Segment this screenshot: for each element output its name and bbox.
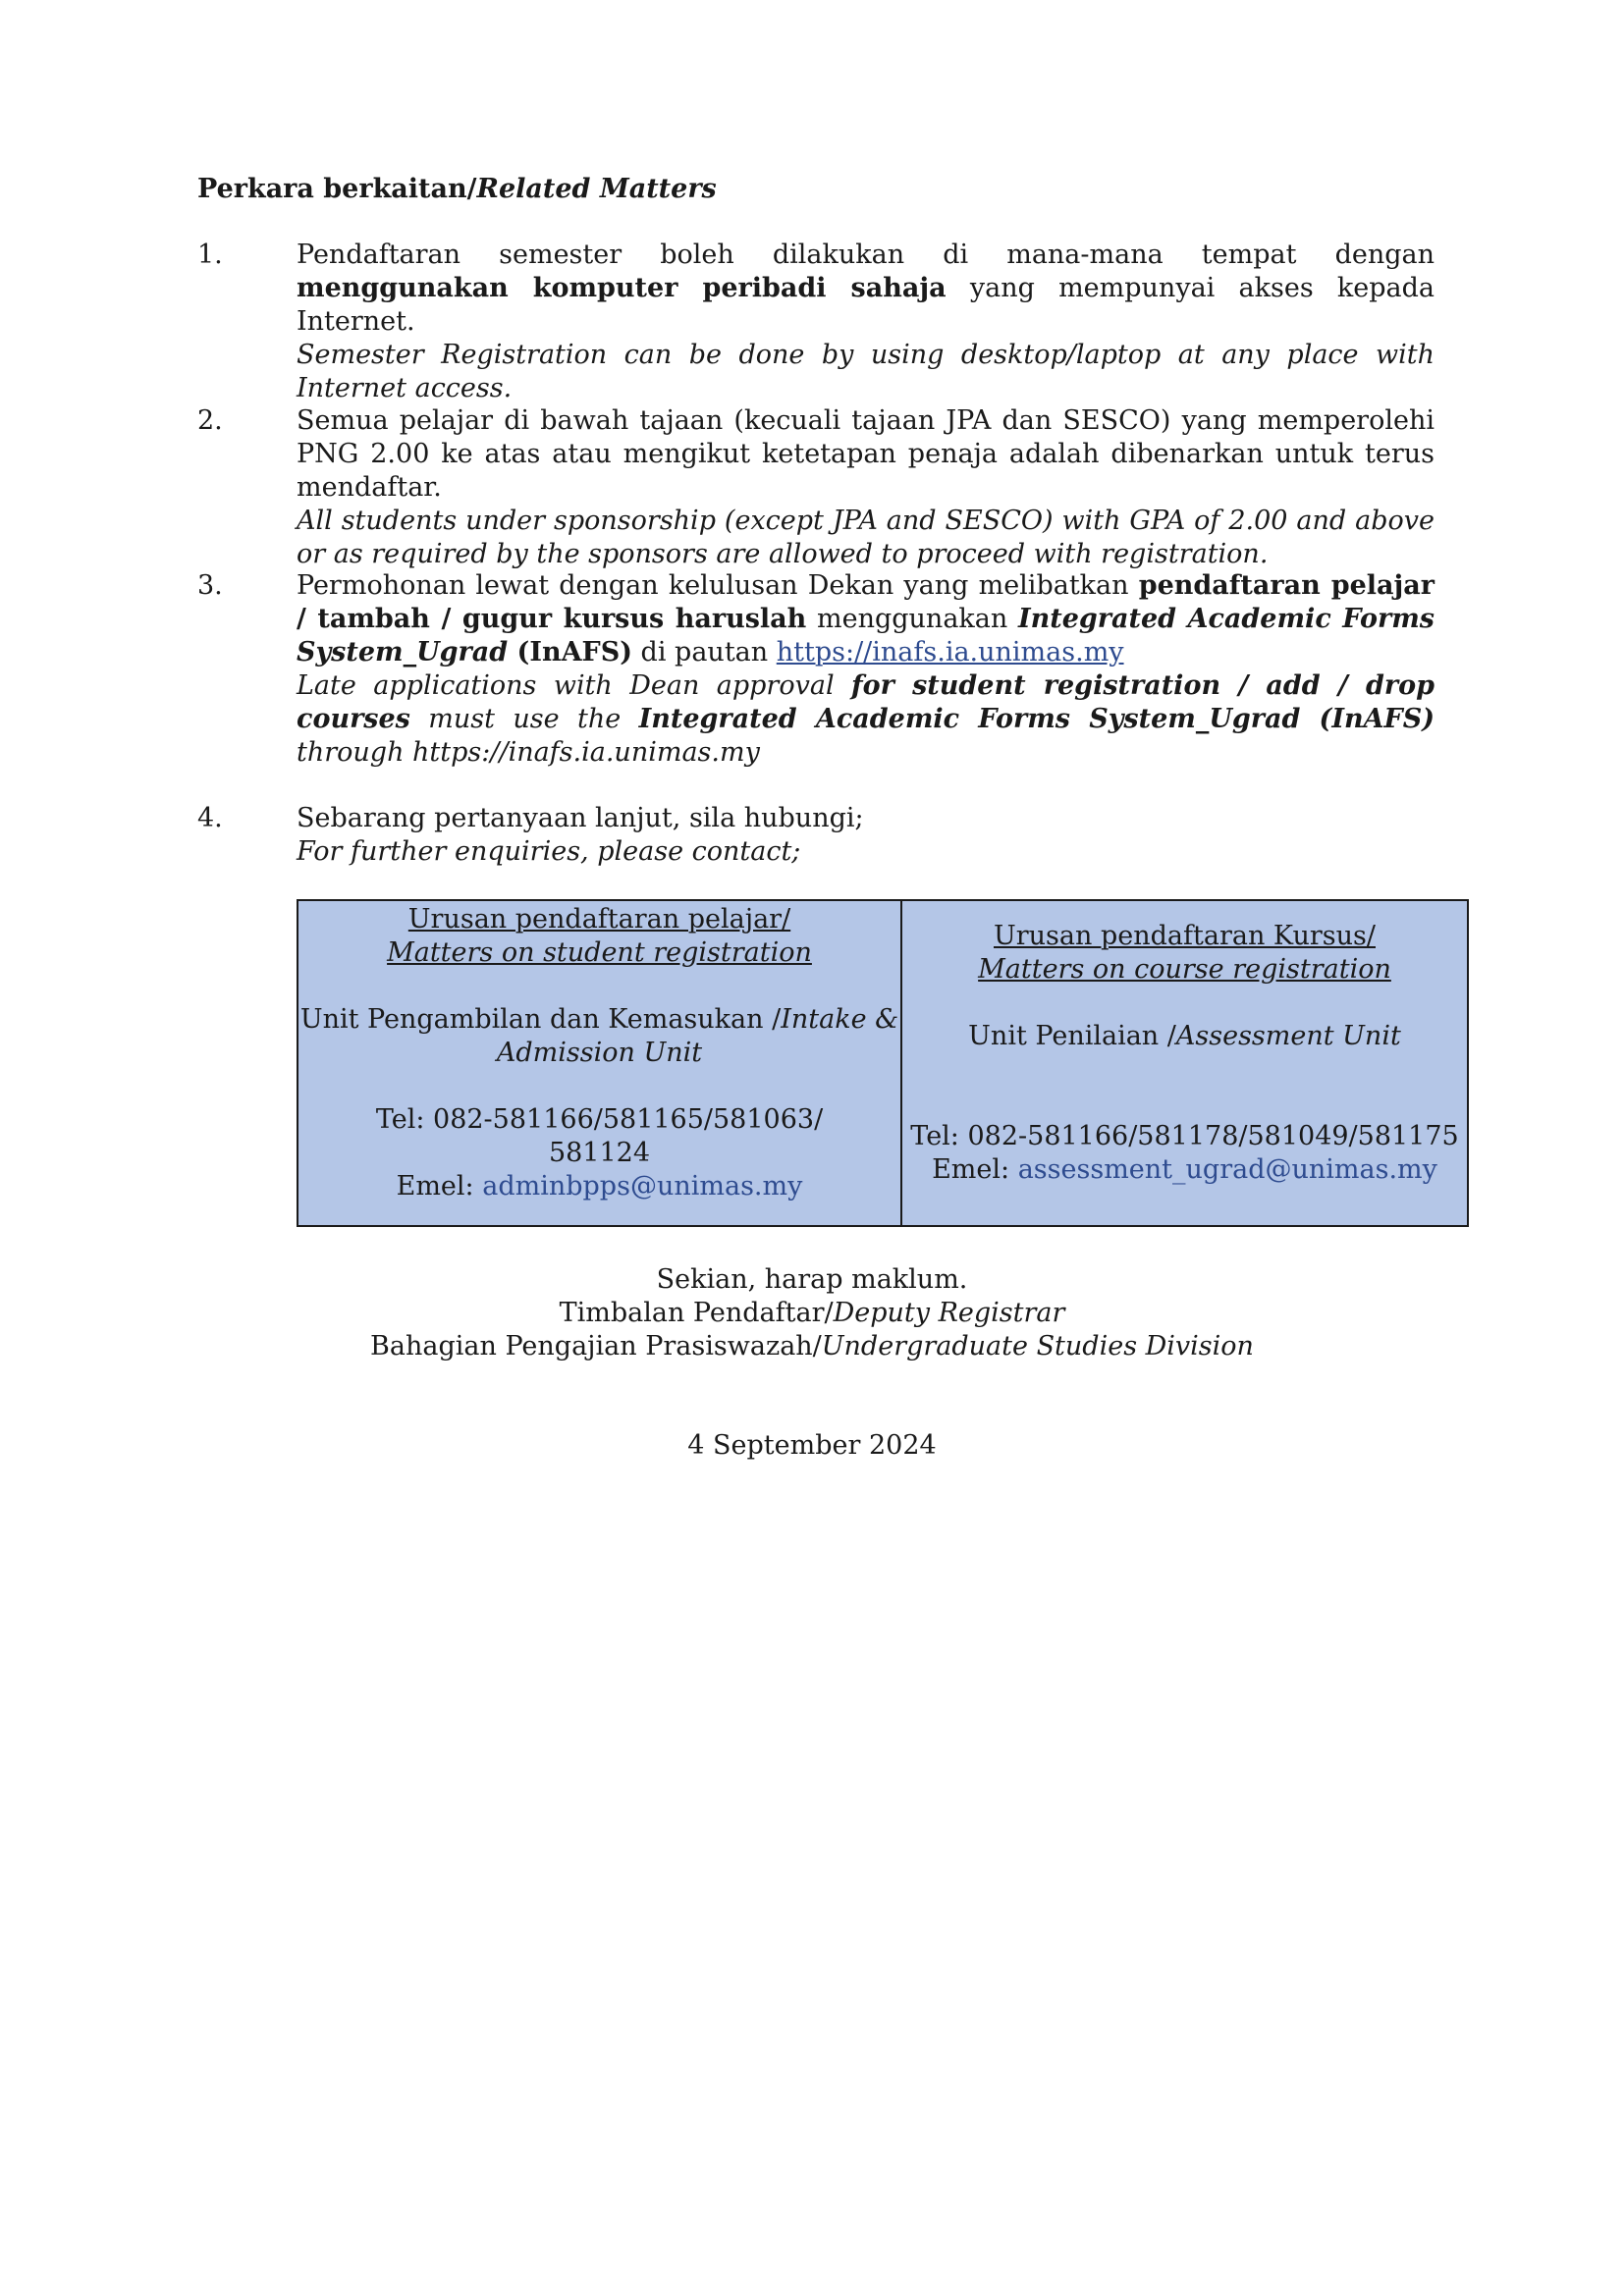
item-body bbox=[297, 569, 1435, 770]
item-text-en: Semester Registration can be done by using desktop/laptop at any place with Internet access. bbox=[297, 340, 1435, 403]
item-text-ms: Semua pelajar di bawah tajaan (kecuali tajaan JPA dan SESCO) yang memperolehi PNG 2.00 ke atas atau mengikut ketetapan penaja adalah dibenarkan untuk terus mendaftar. bbox=[297, 405, 1435, 503]
item-body bbox=[297, 802, 1435, 869]
contact-title-en: Matters on course registration bbox=[978, 954, 1391, 985]
item-text-ms: Permohonan lewat dengan kelulusan Dekan yang melibatkan pendaftaran pelajar / tambah / gugur kursus haruslah menggunakan Integrated Academic Forms System_Ugrad (InAFS) di pautan https://inafs.ia.unimas.my bbox=[297, 570, 1435, 667]
item-number: 3. bbox=[197, 570, 223, 601]
contact-title-ms: Urusan pendaftaran pelajar/ bbox=[407, 904, 791, 934]
contact-title-en: Matters on student registration bbox=[387, 937, 812, 968]
contact-table bbox=[297, 899, 1469, 1227]
contact-cell-course-registration bbox=[902, 901, 1467, 1225]
document-date: 4 September 2024 bbox=[687, 1430, 937, 1461]
contact-unit: Unit Penilaian /Assessment Unit bbox=[968, 1021, 1401, 1051]
item-number: 1. bbox=[197, 240, 223, 270]
section-heading bbox=[197, 173, 717, 206]
item-text-en: All students under sponsorship (except JPA and SESCO) with GPA of 2.00 and above or as required by the sponsors are allowed to proceed with registration. bbox=[297, 506, 1435, 569]
closing-line: Sekian, harap maklum. bbox=[656, 1264, 968, 1295]
item-body bbox=[297, 404, 1435, 571]
item-body bbox=[297, 239, 1435, 405]
signatory-title: Timbalan Pendaftar/Deputy Registrar bbox=[559, 1298, 1065, 1328]
inafs-link[interactable]: https://inafs.ia.unimas.my bbox=[776, 637, 1124, 667]
item-number: 2. bbox=[197, 405, 223, 436]
contact-cell-student-registration bbox=[298, 901, 902, 1225]
contact-email-line: Emel: adminbpps@unimas.my bbox=[396, 1171, 803, 1201]
item-text-ms: Sebarang pertanyaan lanjut, sila hubungi; bbox=[297, 803, 864, 833]
contact-email[interactable]: assessment_ugrad@unimas.my bbox=[1017, 1154, 1437, 1185]
item-text-en: For further enquiries, please contact; bbox=[297, 836, 801, 867]
contact-email[interactable]: adminbpps@unimas.my bbox=[482, 1171, 803, 1201]
contact-tel: Tel: 082-581166/581165/581063/ bbox=[375, 1104, 824, 1135]
heading-en: Related Matters bbox=[476, 174, 717, 204]
closing-block bbox=[0, 1263, 1624, 1363]
contact-tel-cont: 581124 bbox=[548, 1138, 651, 1168]
item-text-en: Late applications with Dean approval for student registration / add / drop courses must use the Integrated Academic Forms System_Ugrad (InAFS) through https://inafs.ia.unimas.my bbox=[297, 670, 1435, 768]
item-number: 4. bbox=[197, 803, 223, 833]
division-name: Bahagian Pengajian Prasiswazah/Undergraduate Studies Division bbox=[370, 1331, 1254, 1362]
contact-tel: Tel: 082-581166/581178/581049/581175 bbox=[910, 1121, 1459, 1151]
heading-ms: Perkara berkaitan/ bbox=[197, 174, 477, 204]
contact-unit: Unit Pengambilan dan Kemasukan /Intake & Admission Unit bbox=[299, 1004, 899, 1068]
contact-title-ms: Urusan pendaftaran Kursus/ bbox=[994, 921, 1376, 951]
contact-email-line: Emel: assessment_ugrad@unimas.my bbox=[932, 1154, 1437, 1185]
item-text-ms: Pendaftaran semester boleh dilakukan di mana-mana tempat dengan menggunakan komputer peribadi sahaja yang mempunyai akses kepada Internet. bbox=[297, 240, 1435, 337]
